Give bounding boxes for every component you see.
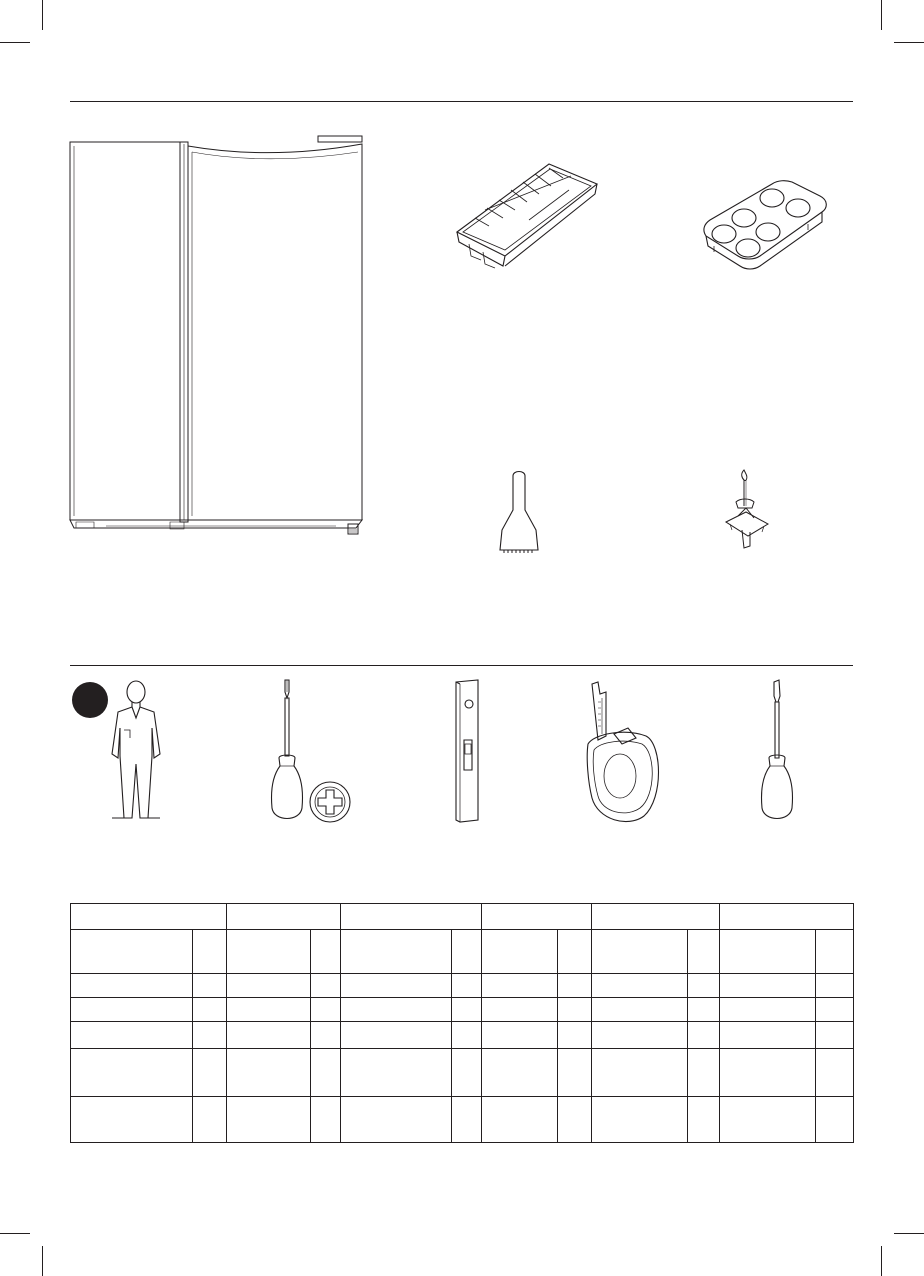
table-row — [71, 998, 854, 1022]
table-cell — [720, 998, 816, 1022]
spec-table — [70, 903, 854, 1143]
table-cell — [720, 974, 816, 998]
table-cell — [311, 1096, 341, 1142]
table-cell — [341, 998, 452, 1022]
table-cell — [816, 1096, 854, 1142]
table-cell — [71, 1022, 193, 1048]
table-cell — [592, 1096, 688, 1142]
table-header-cell — [592, 904, 720, 930]
table-cell — [341, 930, 452, 974]
table-cell — [688, 998, 720, 1022]
table-cell — [482, 974, 558, 998]
table-cell — [227, 1022, 311, 1048]
table-row — [71, 1048, 854, 1096]
table-cell — [688, 1022, 720, 1048]
crop-mark-br-v — [881, 1246, 882, 1276]
table-cell — [558, 998, 592, 1022]
table-cell — [558, 974, 592, 998]
table-cell — [452, 1096, 482, 1142]
table-cell — [688, 930, 720, 974]
table-cell — [227, 930, 311, 974]
table-cell — [341, 1022, 452, 1048]
table-cell — [311, 1048, 341, 1096]
table-cell — [452, 1022, 482, 1048]
person-icon — [108, 680, 164, 822]
table-cell — [592, 974, 688, 998]
table-cell — [71, 1096, 193, 1142]
table-cell — [193, 1096, 227, 1142]
table-cell — [816, 998, 854, 1022]
tape-measure-icon — [584, 678, 664, 824]
table-cell — [816, 1022, 854, 1048]
table-cell — [193, 1022, 227, 1048]
table-row — [71, 1096, 854, 1142]
table-cell — [592, 930, 688, 974]
table-cell — [311, 1022, 341, 1048]
crop-mark-br-h — [894, 1233, 924, 1234]
table-cell — [688, 1048, 720, 1096]
table-header-row — [71, 904, 854, 930]
table-cell — [688, 1096, 720, 1142]
table-cell — [227, 1096, 311, 1142]
drain-plug-icon — [722, 466, 778, 562]
table-header-cell — [341, 904, 482, 930]
count-badge — [72, 682, 108, 718]
table-cell — [193, 998, 227, 1022]
section-rule-top — [70, 101, 853, 102]
table-row — [71, 930, 854, 974]
table-cell — [227, 1048, 311, 1096]
table-cell — [227, 974, 311, 998]
crop-mark-tl-v — [42, 0, 43, 30]
table-cell — [193, 974, 227, 998]
spirit-level-icon — [450, 678, 484, 824]
table-cell — [592, 1022, 688, 1048]
table-cell — [558, 1022, 592, 1048]
ice-cube-tray-icon — [453, 160, 601, 278]
table-cell — [341, 1096, 452, 1142]
crop-mark-tl-h — [0, 42, 30, 43]
table-cell — [341, 1048, 452, 1096]
table-cell — [558, 1096, 592, 1142]
table-cell — [452, 1048, 482, 1096]
table-cell — [452, 974, 482, 998]
table-cell — [193, 930, 227, 974]
flat-screwdriver-icon — [760, 678, 794, 824]
crop-mark-bl-v — [42, 1246, 43, 1276]
table-cell — [452, 930, 482, 974]
table-cell — [720, 930, 816, 974]
section-rule-middle — [70, 665, 853, 666]
table-cell — [71, 974, 193, 998]
table-cell — [482, 1022, 558, 1048]
table-cell — [71, 930, 193, 974]
crop-mark-tr-h — [894, 42, 924, 43]
table-cell — [482, 930, 558, 974]
table-header-cell — [720, 904, 854, 930]
table-row — [71, 1022, 854, 1048]
table-cell — [71, 1048, 193, 1096]
crop-mark-bl-h — [0, 1233, 30, 1234]
egg-tray-icon — [700, 178, 830, 274]
table-cell — [720, 1048, 816, 1096]
table-cell — [720, 1096, 816, 1142]
table-cell — [311, 998, 341, 1022]
table-cell — [482, 1096, 558, 1142]
table-cell — [482, 1048, 558, 1096]
table-cell — [816, 974, 854, 998]
table-cell — [720, 1022, 816, 1048]
table-header-cell — [71, 904, 227, 930]
table-cell — [558, 930, 592, 974]
table-cell — [227, 998, 311, 1022]
crop-mark-tr-v — [881, 0, 882, 30]
table-cell — [341, 974, 452, 998]
ice-scraper-icon — [496, 470, 542, 554]
table-cell — [592, 1048, 688, 1096]
table-cell — [558, 1048, 592, 1096]
table-cell — [452, 998, 482, 1022]
table-cell — [482, 998, 558, 1022]
table-cell — [311, 974, 341, 998]
fridge-front-illustration — [66, 134, 368, 540]
table-cell — [71, 998, 193, 1022]
table-cell — [592, 998, 688, 1022]
table-cell — [311, 930, 341, 974]
table-cell — [816, 930, 854, 974]
table-cell — [193, 1048, 227, 1096]
table-header-cell — [482, 904, 592, 930]
phillips-screwdriver-icon — [270, 678, 358, 826]
table-row — [71, 974, 854, 998]
table-cell — [688, 974, 720, 998]
table-cell — [816, 1048, 854, 1096]
table-header-cell — [227, 904, 341, 930]
